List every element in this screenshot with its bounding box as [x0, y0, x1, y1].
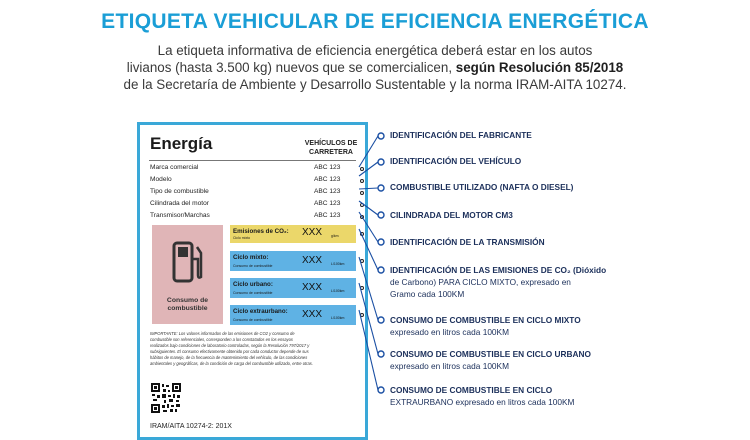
callout-line: CONSUMO DE COMBUSTIBLE EN CICLO	[390, 385, 553, 395]
cycle-unit: L/100km	[331, 289, 345, 293]
cycle-value: XXX	[302, 255, 323, 266]
fine-print-line: ambientales y geográficas, de la condición de carga del combustible utilizado, entre otras.	[150, 361, 313, 367]
cycle-label: Ciclo mixto:	[233, 254, 269, 261]
emissions-label: Emisiones de CO₂:	[233, 228, 289, 235]
fuel-caption-line-1: Consumo de	[166, 297, 209, 304]
cycle-unit: L/100km	[331, 316, 345, 320]
callout-line: IDENTIFICACIÓN DEL FABRICANTE	[390, 130, 532, 140]
callout-extraurban-cycle	[390, 384, 574, 408]
callout-line: COMBUSTIBLE UTILIZADO (NAFTA O DIESEL)	[390, 182, 574, 192]
connector-line	[359, 188, 378, 189]
fine-print-line: IMPORTANTE: Los valores informados de las emisiones de CO2 y consumo de	[150, 331, 295, 336]
row-name-transmission: Transmisor/Marchas	[150, 212, 210, 219]
row-name-model: Modelo	[150, 176, 172, 183]
cycle-sub: Consumo de combustible	[233, 318, 273, 322]
callout-displacement	[390, 209, 513, 221]
callout-marker	[378, 212, 384, 218]
callout-fuel	[390, 181, 573, 193]
cycle-label: Ciclo extraurbano:	[233, 308, 288, 315]
row-value-fuel-type: ABC 123	[314, 188, 341, 195]
callout-line: Gramo cada 100KM	[390, 289, 465, 299]
callout-marker	[378, 317, 384, 323]
callout-line: EXTRAURBANO expresado en litros cada 100KM	[390, 397, 575, 407]
label-subtitle-line-1: VEHÍCULOS DE	[304, 140, 358, 147]
cycle-sub: Consumo de combustible	[233, 291, 273, 295]
callout-line: de Carbono) PARA CICLO MIXTO, expresado en	[390, 277, 571, 287]
row-value-displacement: ABC 123	[314, 200, 341, 207]
cycle-label: Ciclo urbano:	[233, 281, 273, 288]
callout-marker	[378, 159, 384, 165]
cycle-value: XXX	[302, 309, 323, 320]
connector-line	[359, 212, 378, 242]
row-value-model: ABC 123	[314, 176, 341, 183]
emissions-value: XXX	[302, 227, 323, 238]
callout-emissions	[390, 264, 606, 300]
connector-line	[359, 283, 378, 354]
callout-vehicle	[390, 155, 521, 167]
callout-line: expresado en litros cada 100KM	[390, 361, 509, 371]
page-title: ETIQUETA VEHICULAR DE EFICIENCIA ENERGÉTICA	[101, 10, 649, 33]
cycle-sub: Consumo de combustible	[233, 264, 273, 268]
row-name-fuel-type: Tipo de combustible	[150, 188, 209, 195]
callout-line: IDENTIFICACIÓN DE LAS EMISIONES DE CO₂ (Dióxido	[390, 265, 607, 275]
callout-marker	[378, 267, 384, 273]
connector-line	[359, 229, 378, 270]
callout-manufacturer	[390, 129, 532, 141]
emissions-sub: Ciclo mixto	[233, 236, 251, 240]
connector-line	[359, 162, 378, 176]
row-value-transmission: ABC 123	[314, 212, 341, 219]
connector-line	[359, 310, 378, 390]
fine-print-line: realizados bajo condiciones de laboratorio controladas, según la Resolución 797/2017 y	[150, 343, 310, 349]
fuel-caption-line-2: combustible	[167, 305, 208, 312]
fine-print-line: combustible son referenciales, corresponden a los constatados en los ensayos	[150, 337, 293, 343]
connector-line	[359, 201, 378, 215]
cycle-value: XXX	[302, 282, 323, 293]
row-name-brand: Marca comercial	[150, 164, 199, 171]
callout-marker	[378, 387, 384, 393]
row-value-brand: ABC 123	[314, 164, 341, 171]
norm-reference: IRAM/AITA 10274-2: 201X	[150, 423, 232, 430]
row-name-displacement: Cilindrada del motor	[150, 200, 210, 207]
connector-line	[359, 136, 378, 167]
callout-line: CONSUMO DE COMBUSTIBLE EN CICLO MIXTO	[390, 315, 581, 325]
intro-line-2-text: livianos (hasta 3.500 kg) nuevos que se comercialicen,	[126, 60, 453, 75]
intro-line-3: de la Secretaría de Ambiente y Desarrollo Sustentable y la norma IRAM-AITA 10274.	[123, 77, 627, 92]
fine-print-line: hábitos de manejo, de la frecuencia de mantenimiento del vehículo, de las condiciones	[150, 355, 308, 361]
fine-print-line: subsiguientes. El consumo efectivamente obtenido por cada conductor depende de sus	[150, 349, 309, 355]
callout-marker	[378, 185, 384, 191]
callout-line: CILINDRADA DEL MOTOR CM3	[390, 210, 513, 220]
callout-mixed-cycle	[390, 314, 581, 338]
label-title: Energía	[150, 134, 213, 153]
callout-line: IDENTIFICACIÓN DEL VEHÍCULO	[390, 156, 522, 166]
intro-resolution: según Resolución 85/2018	[455, 60, 624, 75]
intro-line-1: La etiqueta informativa de eficiencia energética deberá estar en los autos	[157, 43, 593, 58]
callout-marker	[378, 133, 384, 139]
callout-line: IDENTIFICACIÓN DE LA TRANSMISIÓN	[390, 237, 545, 247]
callout-urban-cycle	[390, 348, 591, 372]
callout-line: CONSUMO DE COMBUSTIBLE EN CICLO URBANO	[390, 349, 591, 359]
connector-line	[359, 257, 378, 320]
callout-marker	[378, 239, 384, 245]
callout-line: expresado en litros cada 100KM	[390, 327, 509, 337]
callout-marker	[378, 351, 384, 357]
label-subtitle-line-2: CARRETERA	[309, 149, 353, 156]
emissions-unit: g/km	[331, 234, 339, 238]
callout-transmission	[390, 236, 545, 248]
cycle-unit: L/100km	[331, 262, 345, 266]
